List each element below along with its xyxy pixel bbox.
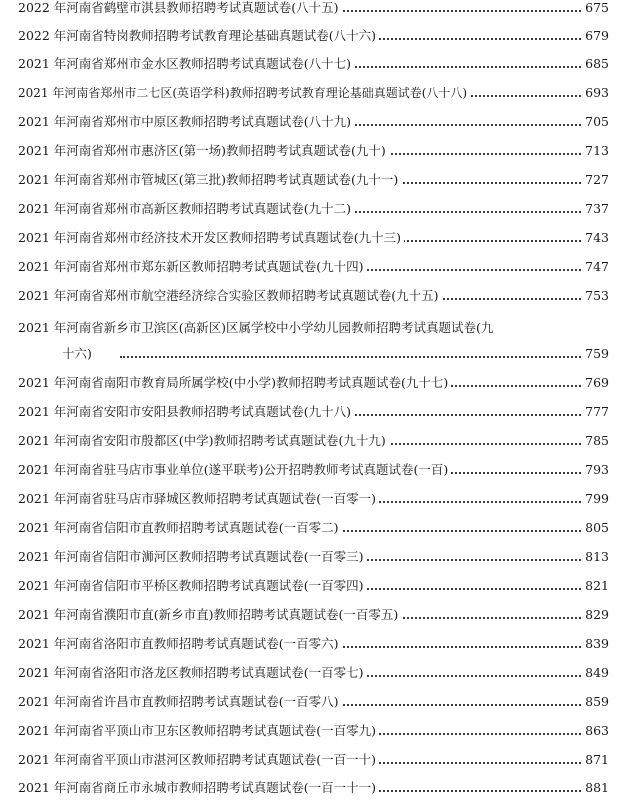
toc-entry[interactable] xyxy=(0,543,629,571)
toc-entry-title: 2021 年河南省信阳市直教师招聘考试真题试卷(一百零二) xyxy=(18,514,342,542)
toc-entry-title: 2021 年河南省郑州市郑东新区教师招聘考试真题试卷(九十四) xyxy=(18,253,367,281)
toc-entry-title: 2021 年河南省郑州市管城区(第三批)教师招聘考试真题试卷(九十一) xyxy=(18,166,401,194)
toc-entry[interactable] xyxy=(0,717,629,745)
toc-entry-page: 727 xyxy=(581,166,609,194)
toc-entry-page: 829 xyxy=(581,601,609,629)
toc-entry[interactable] xyxy=(0,79,629,107)
toc-entry[interactable] xyxy=(0,572,629,600)
toc-entry-page: 747 xyxy=(581,253,609,281)
toc-entry-page: 859 xyxy=(581,688,609,716)
toc-entry-page: 821 xyxy=(581,572,609,600)
toc-entry[interactable] xyxy=(0,427,629,455)
toc-entry-title: 2021 年河南省郑州市金水区教师招聘考试真题试卷(八十七) xyxy=(18,50,354,78)
toc-entry[interactable] xyxy=(0,166,629,194)
toc-entry-title: 2022 年河南省鹤壁市淇县教师招聘考试真题试卷(八十五) xyxy=(18,0,342,22)
toc-entry-page: 743 xyxy=(581,224,609,252)
toc-entry[interactable] xyxy=(0,253,629,281)
toc-entry-title: 2021 年河南省信阳市浉河区教师招聘考试真题试卷(一百零三) xyxy=(18,543,367,571)
toc-entry-title: 2021 年河南省郑州市经济技术开发区教师招聘考试真题试卷(九十三) xyxy=(18,224,404,252)
toc-entry-page: 799 xyxy=(581,485,609,513)
toc-entry[interactable] xyxy=(0,314,629,342)
toc-entry-page: 685 xyxy=(581,50,609,78)
toc-entry-page: 679 xyxy=(581,22,609,50)
leader-dots xyxy=(120,356,581,358)
toc-entry[interactable] xyxy=(0,774,629,802)
toc-entry-page: 813 xyxy=(581,543,609,571)
toc-entry-title: 2021 年河南省郑州市高新区教师招聘考试真题试卷(九十二) xyxy=(18,195,354,223)
toc-entry-page: 737 xyxy=(581,195,609,223)
toc-entry-page: 871 xyxy=(581,746,609,774)
toc-entry-page: 777 xyxy=(581,398,609,426)
toc-entry-title: 2021 年河南省郑州市航空港经济综合实验区教师招聘考试真题试卷(九十五) xyxy=(18,282,442,310)
toc-entry-title: 2021 年河南省濮阳市直(新乡市直)教师招聘考试真题试卷(一百零五) xyxy=(18,601,401,629)
toc-entry-page: 675 xyxy=(581,0,609,22)
toc-entry-title: 2021 年河南省洛阳市直教师招聘考试真题试卷(一百零六) xyxy=(18,630,342,658)
toc-entry[interactable] xyxy=(0,224,629,252)
toc-entry-page: 693 xyxy=(581,79,609,107)
toc-entry-continued[interactable] xyxy=(0,340,629,368)
toc-entry-title: 2021 年河南省驻马店市事业单位(遂平联考)公开招聘教师考试真题试卷(一百) xyxy=(18,456,451,484)
toc-entry[interactable] xyxy=(0,0,629,22)
toc-entry[interactable] xyxy=(0,398,629,426)
toc-entry[interactable] xyxy=(0,22,629,50)
toc-entry-page: 753 xyxy=(581,282,609,310)
toc-entry-title: 2021 年河南省平顶山市湛河区教师招聘考试真题试卷(一百一十) xyxy=(18,746,379,774)
toc-entry[interactable] xyxy=(0,688,629,716)
toc-entry[interactable] xyxy=(0,630,629,658)
toc-entry-title: 2021 年河南省郑州市惠济区(第一场)教师招聘考试真题试卷(九十) xyxy=(18,137,389,165)
toc-entry[interactable] xyxy=(0,369,629,397)
toc-entry-title: 2021 年河南省洛阳市洛龙区教师招聘考试真题试卷(一百零七) xyxy=(18,659,367,687)
toc-entry[interactable] xyxy=(0,50,629,78)
toc-entry[interactable] xyxy=(0,514,629,542)
toc-entry-page: 785 xyxy=(581,427,609,455)
toc-entry-title-continued: 十六) xyxy=(62,340,95,368)
toc-entry[interactable] xyxy=(0,746,629,774)
toc-entry-page: 849 xyxy=(581,659,609,687)
toc-entry[interactable] xyxy=(0,137,629,165)
toc-entry[interactable] xyxy=(0,601,629,629)
toc-entry-title: 2021 年河南省驻马店市驿城区教师招聘考试真题试卷(一百零一) xyxy=(18,485,379,513)
toc-entry-title: 2021 年河南省郑州市二七区(英语学科)教师招聘考试教育理论基础真题试卷(八十八) xyxy=(18,79,470,107)
toc-entry-page: 793 xyxy=(581,456,609,484)
toc-entry-title: 2021 年河南省许昌市直教师招聘考试真题试卷(一百零八) xyxy=(18,688,342,716)
toc-entry[interactable] xyxy=(0,195,629,223)
toc-entry[interactable] xyxy=(0,108,629,136)
toc-entry[interactable] xyxy=(0,282,629,310)
toc-entry-title: 2021 年河南省商丘市永城市教师招聘考试真题试卷(一百一十一) xyxy=(18,774,379,802)
toc-entry-page: 759 xyxy=(581,340,609,368)
toc-entry-page: 769 xyxy=(581,369,609,397)
toc-entry-page: 705 xyxy=(581,108,609,136)
toc-entry-page: 863 xyxy=(581,717,609,745)
toc-entry[interactable] xyxy=(0,659,629,687)
toc-entry-title: 2021 年河南省安阳市安阳县教师招聘考试真题试卷(九十八) xyxy=(18,398,354,426)
toc-entry-title: 2021 年河南省新乡市卫滨区(高新区)区属学校中小学幼儿园教师招聘考试真题试卷(九 xyxy=(18,314,496,342)
toc-entry-page: 713 xyxy=(581,137,609,165)
toc-entry-title: 2022 年河南省特岗教师招聘考试教育理论基础真题试卷(八十六) xyxy=(18,22,379,50)
toc-entry-title: 2021 年河南省安阳市殷都区(中学)教师招聘考试真题试卷(九十九) xyxy=(18,427,389,455)
toc-entry[interactable] xyxy=(0,485,629,513)
toc-entry-page: 805 xyxy=(581,514,609,542)
toc-entry-page: 881 xyxy=(581,774,609,802)
toc-entry-title: 2021 年河南省南阳市教育局所属学校(中小学)教师招聘考试真题试卷(九十七) xyxy=(18,369,451,397)
toc-entry-title: 2021 年河南省郑州市中原区教师招聘考试真题试卷(八十九) xyxy=(18,108,354,136)
toc-entry-page: 839 xyxy=(581,630,609,658)
toc-entry[interactable] xyxy=(0,456,629,484)
toc-entry-title: 2021 年河南省信阳市平桥区教师招聘考试真题试卷(一百零四) xyxy=(18,572,367,600)
toc-entry-title: 2021 年河南省平顶山市卫东区教师招聘考试真题试卷(一百零九) xyxy=(18,717,379,745)
